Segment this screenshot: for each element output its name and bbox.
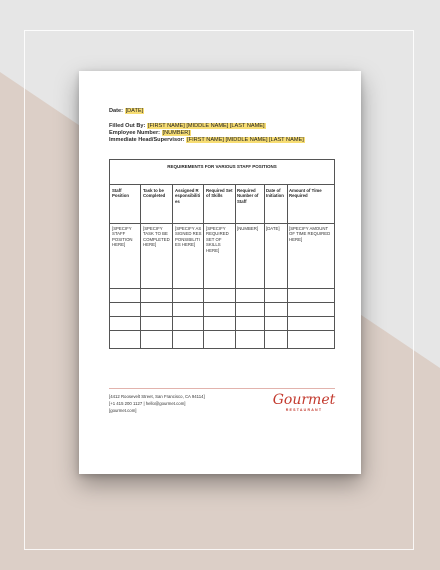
date-value: [DATE] — [125, 108, 144, 114]
column-header: Required Number of Staff — [237, 188, 259, 204]
column-divider — [287, 185, 288, 348]
row-divider — [110, 223, 334, 224]
table-cell: [DATE] — [266, 226, 280, 231]
column-header: Assigned Responsibilities — [175, 188, 201, 204]
column-header: Required Set of Skills — [206, 188, 233, 199]
table-cell: [SPECIFY AMOUNT OF TIME REQUIRED HERE] — [289, 226, 331, 242]
filled-by-line — [109, 123, 266, 130]
footer-website: [gourmet.com] — [109, 408, 137, 413]
logo-subtitle: RESTAURANT — [285, 408, 323, 412]
row-divider — [110, 288, 334, 289]
row-divider — [110, 316, 334, 317]
date-label: Date: — [109, 108, 123, 114]
employee-number-line — [109, 130, 191, 137]
footer-address: [4412 Roosevelt Street, San Francisco, CA 94114] — [109, 394, 205, 399]
column-header: Date of Initiation — [266, 188, 284, 199]
row-divider — [110, 302, 334, 303]
supervisor-value: [FIRST NAME] [MIDDLE NAME] [LAST NAME] — [187, 137, 304, 143]
footer-divider — [109, 388, 335, 389]
supervisor-line — [109, 137, 305, 144]
employee-number-label: Employee Number: — [109, 130, 160, 136]
column-divider — [140, 185, 141, 348]
column-divider — [172, 185, 173, 348]
table-cell: [SPECIFY TASK TO BE COMPLETED HERE] — [143, 226, 170, 248]
filled-by-label: Filled Out By: — [109, 123, 146, 129]
column-header: Amount of Time Required — [289, 188, 322, 199]
date-line — [109, 108, 144, 115]
table-cell: [SPECIFY REQUIRED SET OF SKILLS HERE] — [206, 226, 229, 253]
column-divider — [235, 185, 236, 348]
column-divider — [203, 185, 204, 348]
column-header: Staff Position — [112, 188, 129, 199]
table-cell: [NUMBER] — [237, 226, 259, 231]
logo-name: Gourmet — [272, 392, 336, 408]
table-cell: [SPECIFY STAFF POSITION HERE] — [112, 226, 133, 248]
filled-by-value: [FIRST NAME] [MIDDLE NAME] [LAST NAME] — [147, 123, 265, 129]
gourmet-logo — [269, 393, 339, 412]
document-page — [79, 71, 361, 474]
footer-contact: [+1 415 200 1127 | hello@gourmet.com] — [109, 401, 186, 406]
row-divider — [110, 330, 334, 331]
employee-number-value: [NUMBER] — [162, 130, 190, 136]
supervisor-label: Immediate Head/Supervisor: — [109, 137, 185, 143]
table-cell: [SPECIFY ASSIGNED RESPONSIBILITIES HERE] — [175, 226, 202, 248]
column-header: Task to be Completed — [143, 188, 166, 199]
column-divider — [264, 185, 265, 348]
staff-requirements-table — [109, 159, 335, 349]
table-title: REQUIREMENTS FOR VARIOUS STAFF POSITIONS — [110, 160, 334, 185]
